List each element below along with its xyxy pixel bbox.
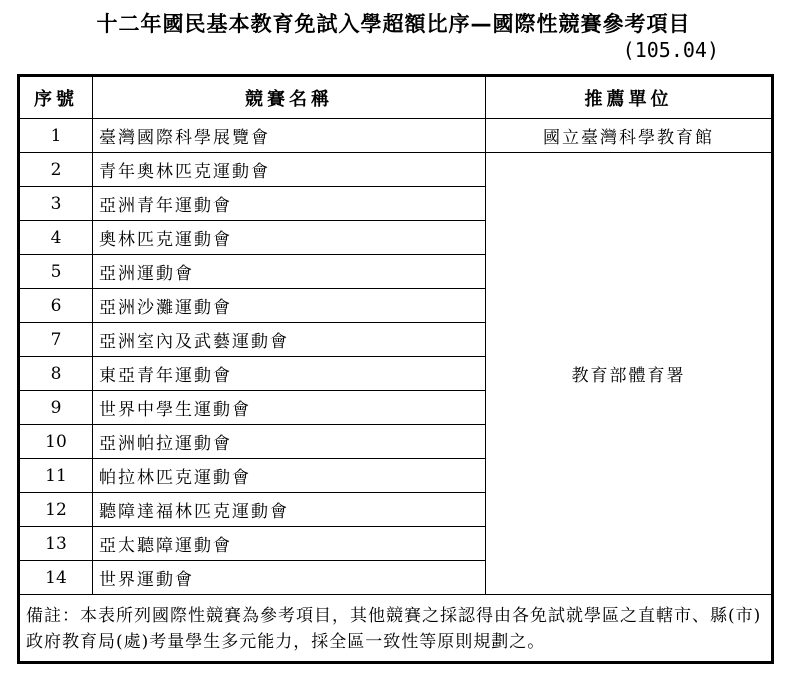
competition-name: 青年奧林匹克運動會 xyxy=(93,153,486,187)
competition-name: 臺灣國際科學展覽會 xyxy=(93,119,486,153)
row-number: 3 xyxy=(19,187,93,221)
recommending-unit-science: 國立臺灣科學教育館 xyxy=(486,119,773,153)
row-number: 2 xyxy=(19,153,93,187)
row-number: 13 xyxy=(19,527,93,561)
competition-table xyxy=(17,74,774,664)
competition-name: 亞太聽障運動會 xyxy=(93,527,486,561)
recommending-unit-sports: 教育部體育署 xyxy=(486,153,773,595)
competition-name: 亞洲室內及武藝運動會 xyxy=(93,323,486,357)
competition-name: 帕拉林匹克運動會 xyxy=(93,459,486,493)
table-body xyxy=(19,119,773,595)
table-row xyxy=(19,153,773,187)
row-number: 4 xyxy=(19,221,93,255)
competition-name: 亞洲沙灘運動會 xyxy=(93,289,486,323)
header-no: 序號 xyxy=(19,76,93,119)
competition-name: 亞洲帕拉運動會 xyxy=(93,425,486,459)
row-number: 8 xyxy=(19,357,93,391)
row-number: 5 xyxy=(19,255,93,289)
document-title: 十二年國民基本教育免試入學超額比序—國際性競賽參考項目 xyxy=(96,12,691,36)
row-number: 11 xyxy=(19,459,93,493)
competition-name: 世界中學生運動會 xyxy=(93,391,486,425)
row-number: 9 xyxy=(19,391,93,425)
competition-name: 亞洲青年運動會 xyxy=(93,187,486,221)
row-number: 10 xyxy=(19,425,93,459)
competition-name: 亞洲運動會 xyxy=(93,255,486,289)
document-date: (105.04) xyxy=(622,38,719,62)
competition-name: 聽障達福林匹克運動會 xyxy=(93,493,486,527)
header-name: 競賽名稱 xyxy=(93,76,486,119)
competition-name: 世界運動會 xyxy=(93,561,486,595)
competition-name: 東亞青年運動會 xyxy=(93,357,486,391)
table-row xyxy=(19,119,773,153)
note-text: 備註：本表所列國際性競賽為參考項目，其他競賽之採認得由各免試就學區之直轄市、縣(市)政府教育局(處)考量學生多元能力，採全區一致性等原則規劃之。 xyxy=(19,595,773,663)
row-number: 6 xyxy=(19,289,93,323)
row-number: 7 xyxy=(19,323,93,357)
row-number: 12 xyxy=(19,493,93,527)
table-header-row xyxy=(19,76,773,119)
note-row xyxy=(19,595,773,663)
row-number: 14 xyxy=(19,561,93,595)
row-number: 1 xyxy=(19,119,93,153)
header-unit: 推薦單位 xyxy=(486,76,773,119)
competition-name: 奧林匹克運動會 xyxy=(93,221,486,255)
